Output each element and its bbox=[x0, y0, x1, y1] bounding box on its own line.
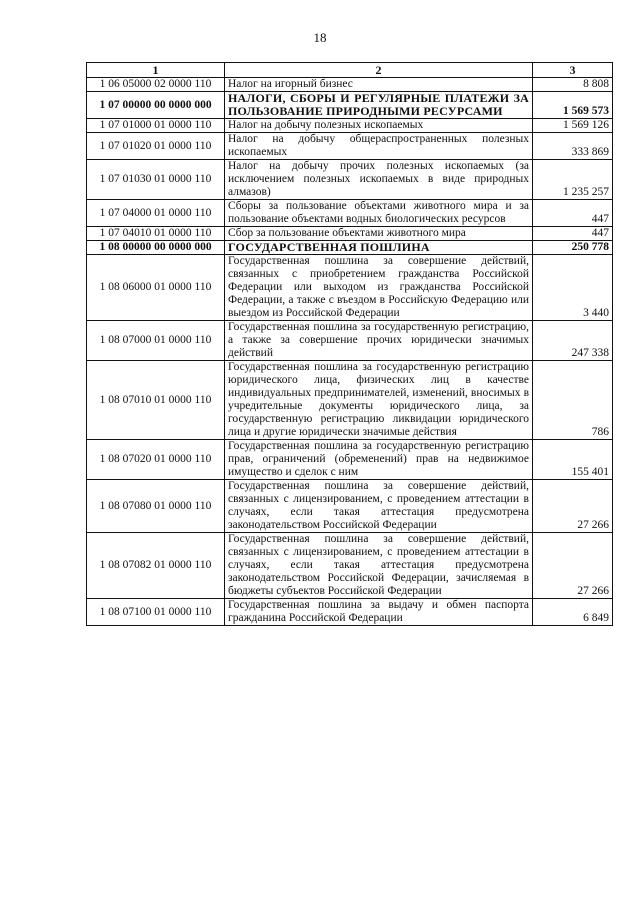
row-code: 1 08 07020 01 0000 110 bbox=[87, 440, 225, 480]
row-name: Налог на добычу полезных ископаемых bbox=[225, 119, 533, 133]
column-header-code: 1 bbox=[87, 63, 225, 78]
row-amount: 8 808 bbox=[533, 78, 613, 92]
row-code: 1 07 01020 01 0000 110 bbox=[87, 133, 225, 160]
table-row bbox=[87, 533, 613, 599]
table-header-row bbox=[87, 63, 613, 78]
row-name: Сборы за пользование объектами животного мира и за пользование объектами водных биологических ресурсов bbox=[225, 200, 533, 227]
table-row bbox=[87, 227, 613, 241]
table-row bbox=[87, 92, 613, 119]
budget-table bbox=[86, 62, 613, 626]
row-amount: 1 235 257 bbox=[533, 160, 613, 200]
table-row bbox=[87, 321, 613, 361]
row-amount: 447 bbox=[533, 227, 613, 241]
table-row bbox=[87, 133, 613, 160]
row-code: 1 06 05000 02 0000 110 bbox=[87, 78, 225, 92]
row-name: Государственная пошлина за государственную регистрацию юридического лица, физических лиц в качестве индивидуальных предпринимателей, изменений, вносимых в учредительные документы юридического лица, за государственную регистрацию ликвидации юридического лица и другие юридически значимые действия bbox=[225, 361, 533, 440]
table-row bbox=[87, 361, 613, 440]
row-amount: 3 440 bbox=[533, 255, 613, 321]
row-code: 1 08 00000 00 0000 000 bbox=[87, 241, 225, 255]
row-name: Налог на игорный бизнес bbox=[225, 78, 533, 92]
row-name: Государственная пошлина за совершение действий, связанных с лицензированием, с проведением аттестации в случаях, если такая аттестация предусмотрена законодательством Российской Федерации, зачисляемая в бюджеты субъектов Российской Федерации bbox=[225, 533, 533, 599]
row-name: Налог на добычу прочих полезных ископаемых (за исключением полезных ископаемых в виде природных алмазов) bbox=[225, 160, 533, 200]
row-name: Сбор за пользование объектами животного мира bbox=[225, 227, 533, 241]
row-code: 1 07 01000 01 0000 110 bbox=[87, 119, 225, 133]
table-row bbox=[87, 599, 613, 626]
row-amount: 1 569 573 bbox=[533, 92, 613, 119]
row-name: Государственная пошлина за государственную регистрацию прав, ограничений (обременений) прав на недвижимое имущество и сделок с ним bbox=[225, 440, 533, 480]
table-row bbox=[87, 440, 613, 480]
row-amount: 155 401 bbox=[533, 440, 613, 480]
row-amount: 247 338 bbox=[533, 321, 613, 361]
row-name: Государственная пошлина за государственную регистрацию, а также за совершение прочих юридически значимых действий bbox=[225, 321, 533, 361]
row-amount: 447 bbox=[533, 200, 613, 227]
column-header-amount: 3 bbox=[533, 63, 613, 78]
table-row bbox=[87, 480, 613, 533]
row-name: ГОСУДАРСТВЕННАЯ ПОШЛИНА bbox=[225, 241, 533, 255]
row-code: 1 07 04010 01 0000 110 bbox=[87, 227, 225, 241]
table-row bbox=[87, 200, 613, 227]
row-name: Налог на добычу общераспространенных полезных ископаемых bbox=[225, 133, 533, 160]
row-code: 1 07 00000 00 0000 000 bbox=[87, 92, 225, 119]
table-row bbox=[87, 119, 613, 133]
row-name: Государственная пошлина за совершение действий, связанных с приобретением гражданства Российской Федерации или выходом из гражданства Российской Федерации, а также с въездом в Российскую Федерацию или выездом из Российской Федерации bbox=[225, 255, 533, 321]
row-name: НАЛОГИ, СБОРЫ И РЕГУЛЯРНЫЕ ПЛАТЕЖИ ЗА ПОЛЬЗОВАНИЕ ПРИРОДНЫМИ РЕСУРСАМИ bbox=[225, 92, 533, 119]
row-code: 1 08 07100 01 0000 110 bbox=[87, 599, 225, 626]
row-code: 1 08 07000 01 0000 110 bbox=[87, 321, 225, 361]
page-number: 18 bbox=[313, 30, 327, 45]
row-code: 1 07 01030 01 0000 110 bbox=[87, 160, 225, 200]
row-code: 1 08 06000 01 0000 110 bbox=[87, 255, 225, 321]
row-amount: 786 bbox=[533, 361, 613, 440]
row-code: 1 08 07082 01 0000 110 bbox=[87, 533, 225, 599]
table-row bbox=[87, 241, 613, 255]
row-amount: 6 849 bbox=[533, 599, 613, 626]
row-amount: 1 569 126 bbox=[533, 119, 613, 133]
row-code: 1 08 07010 01 0000 110 bbox=[87, 361, 225, 440]
table-row bbox=[87, 78, 613, 92]
row-amount: 27 266 bbox=[533, 533, 613, 599]
table-row bbox=[87, 255, 613, 321]
column-header-name: 2 bbox=[225, 63, 533, 78]
row-name: Государственная пошлина за совершение действий, связанных с лицензированием, с проведением аттестации в случаях, если такая аттестация предусмотрена законодательством Российской Федерации bbox=[225, 480, 533, 533]
row-amount: 27 266 bbox=[533, 480, 613, 533]
row-code: 1 07 04000 01 0000 110 bbox=[87, 200, 225, 227]
row-code: 1 08 07080 01 0000 110 bbox=[87, 480, 225, 533]
row-amount: 250 778 bbox=[533, 241, 613, 255]
table-row bbox=[87, 160, 613, 200]
row-amount: 333 869 bbox=[533, 133, 613, 160]
row-name: Государственная пошлина за выдачу и обмен паспорта гражданина Российской Федерации bbox=[225, 599, 533, 626]
